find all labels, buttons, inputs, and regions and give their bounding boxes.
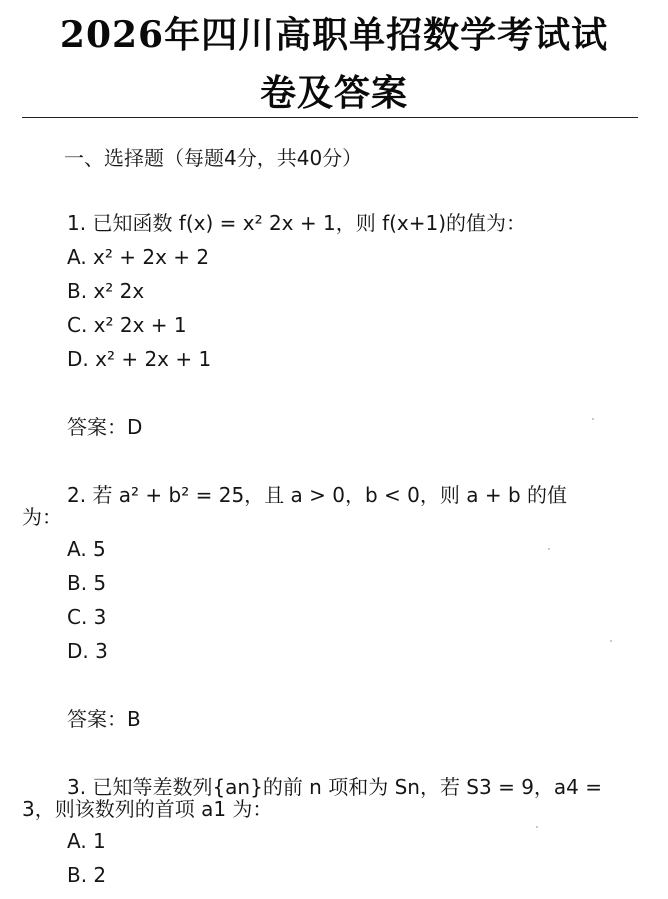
question-3-stem-line-2: 3，则该数列的首项 a1 为： bbox=[22, 797, 273, 821]
title-line-1: 2026年四川高职单招数学考试试 bbox=[59, 14, 609, 56]
question-2-answer: 答案：B bbox=[67, 707, 141, 731]
question-1-option-a: A. x² + 2x + 2 bbox=[67, 245, 210, 269]
question-2-stem-line-1: 2. 若 a² + b² = 25，且 a > 0，b < 0，则 a + b 的值 bbox=[67, 483, 568, 507]
question-3-stem-line-1: 3. 已知等差数列{an}的前 n 项和为 Sn，若 S3 = 9，a4 = bbox=[67, 775, 603, 799]
question-2-option-d: D. 3 bbox=[67, 639, 108, 663]
question-1-option-c: C. x² 2x + 1 bbox=[67, 313, 187, 337]
question-2-option-c: C. 3 bbox=[67, 605, 107, 629]
question-2-option-b: B. 5 bbox=[67, 571, 107, 595]
question-1-stem: 1. 已知函数 f(x) = x² 2x + 1，则 f(x+1)的值为： bbox=[67, 211, 527, 235]
section-header: 一、选择题（每题4分，共40分） bbox=[64, 146, 363, 170]
scan-speck bbox=[548, 548, 550, 550]
question-3-option-b: B. 2 bbox=[67, 863, 107, 887]
question-2-option-a: A. 5 bbox=[67, 537, 106, 561]
title-line-2: 卷及答案 bbox=[259, 72, 408, 114]
question-1-option-b: B. x² 2x bbox=[67, 279, 145, 303]
scan-speck bbox=[536, 826, 538, 828]
document-title bbox=[0, 6, 668, 122]
scan-speck bbox=[592, 418, 594, 420]
question-1-answer: 答案：D bbox=[67, 415, 143, 439]
question-2-stem-line-2: 为： bbox=[22, 505, 62, 529]
question-3-option-a: A. 1 bbox=[67, 829, 106, 853]
scan-speck bbox=[610, 640, 612, 642]
title-divider bbox=[22, 117, 638, 118]
question-1-option-d: D. x² + 2x + 1 bbox=[67, 347, 212, 371]
